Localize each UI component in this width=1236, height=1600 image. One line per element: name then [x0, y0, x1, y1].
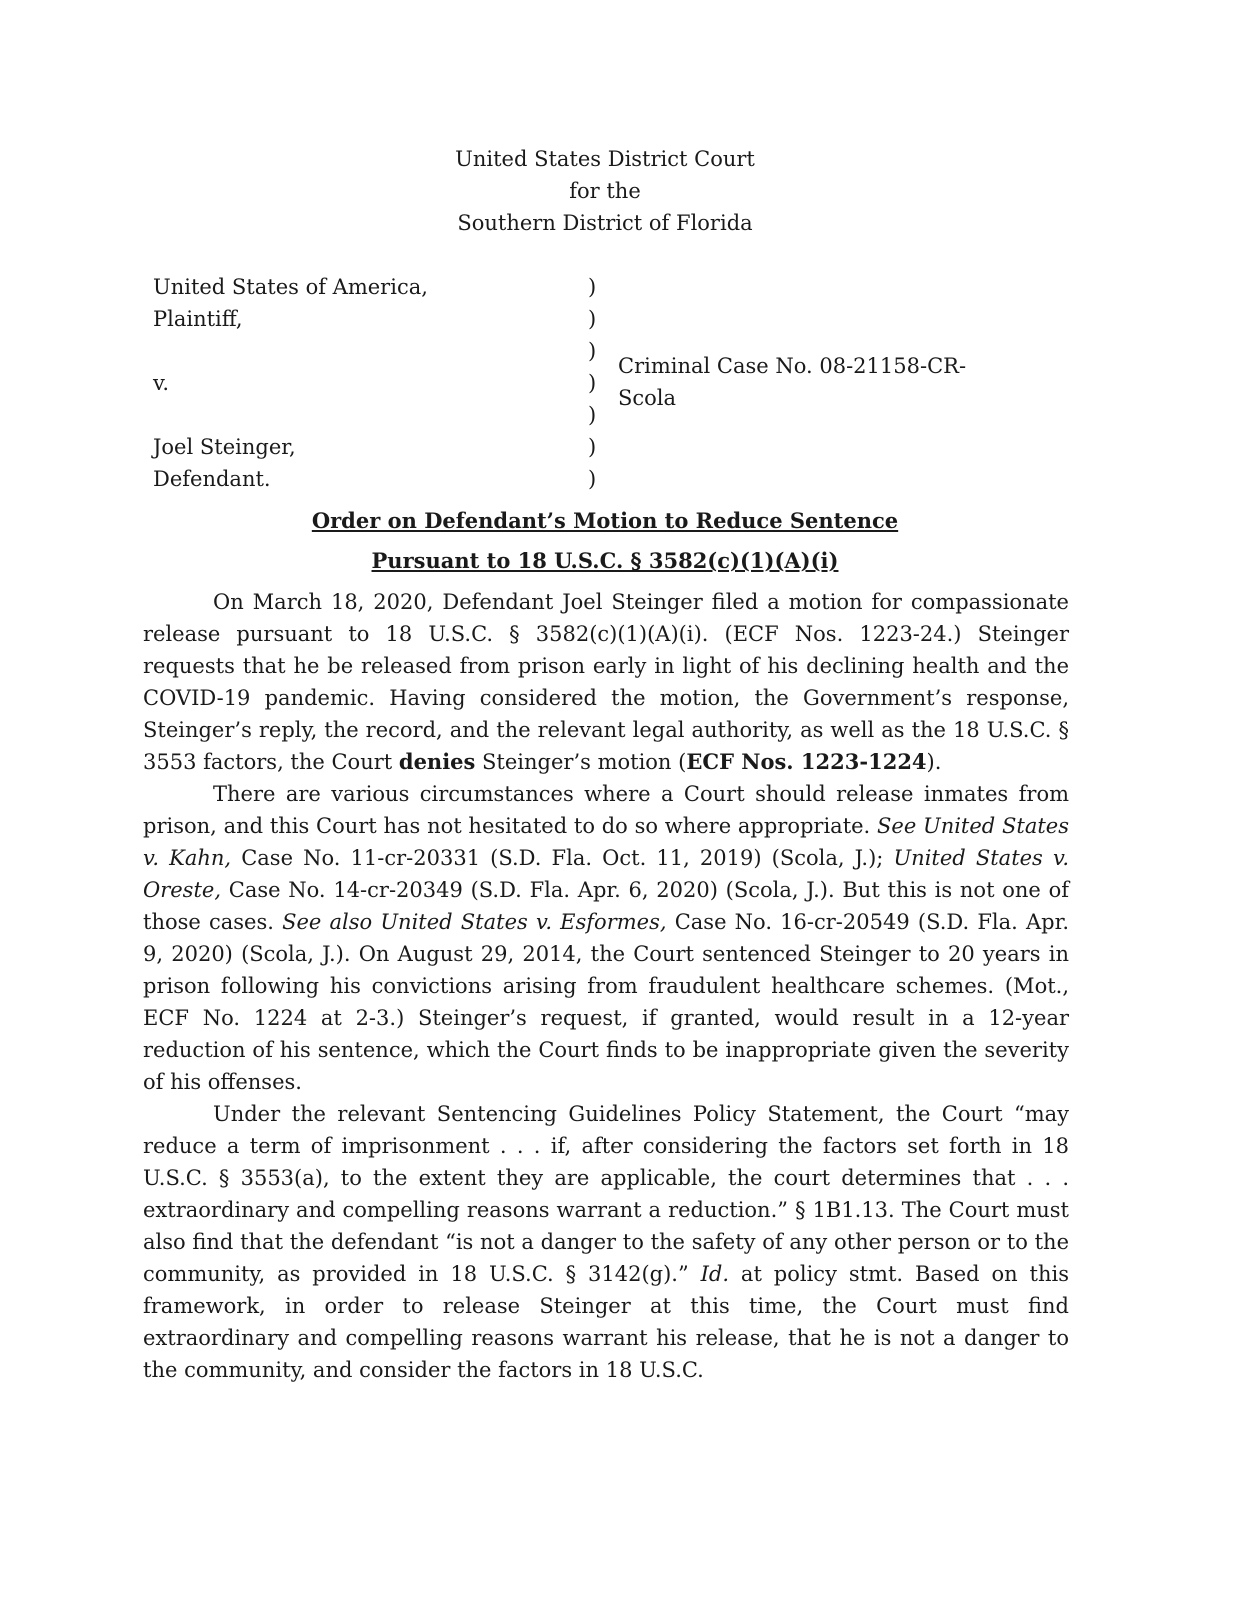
case-number: Criminal Case No. 08-21158-CR- — [618, 354, 967, 378]
caption-parentheses — [588, 271, 596, 495]
bold-text: ECF Nos. 1223-1224 — [686, 749, 927, 774]
paragraph-text: On March 18, 2020, Defendant Joel Steinger filed a motion for compassionate release pursuant to 18 U.S.C. § 3582(c)(1)(A)(i). (ECF Nos. 1223-24.) Steinger requests that he be released from prison early in light of his declining health and the COVID-19 pandemic. Having considered the motion, the Government’s response, Steinger’s reply, the record, and the relevant legal authority, as well as the 18 U.S.C. § 3553 factors, the Court — [143, 590, 1069, 774]
paren: ) — [588, 275, 597, 299]
paragraph — [143, 586, 1069, 778]
paragraph-text: Case No. 16-cr-20549 (S.D. Fla. Apr. 9, 2020) (Scola, J.). On August 29, 2014, the Court sentenced Steinger to 20 years in prison following his convictions arising from fraudulent healthcare schemes. (Mot., ECF No. 1224 at 2-3.) Steinger’s request, if granted, would result in a 12-year reduction of his sentence, which the Court finds to be inappropriate given the severity of his offenses. — [143, 910, 1069, 1094]
court-for-the: for the — [569, 179, 641, 203]
case-number-block — [618, 350, 1018, 414]
court-heading — [0, 143, 1210, 239]
paragraph — [143, 778, 1069, 1098]
paren: ) — [588, 307, 597, 331]
court-district: Southern District of Florida — [457, 211, 753, 235]
order-title: Order on Defendant’s Motion to Reduce Sentence — [311, 508, 899, 533]
paragraph-text: There are various circumstances where a Court should release inmates from prison, and this Court has not hesitated to do so where appropriate. — [143, 782, 1069, 838]
versus: v. — [153, 371, 170, 395]
caption-parties — [153, 271, 428, 495]
paragraph-text: Case No. 11-cr-20331 (S.D. Fla. Oct. 11, 2019) (Scola, J.); — [231, 846, 894, 870]
italic-citation: Id. — [700, 1262, 730, 1286]
paragraph — [143, 1098, 1069, 1386]
italic-citation: United States v. Oreste, — [143, 846, 1069, 902]
paragraph-text: Case No. 14-cr-20349 (S.D. Fla. Apr. 6, 2020) (Scola, J.). But this is not one of those cases. — [143, 878, 1069, 934]
defendant-role: Defendant. — [153, 467, 271, 491]
plaintiff-name: United States of America, — [153, 275, 428, 299]
paragraph-text: Under the relevant Sentencing Guidelines Policy Statement, the Court “may reduce a term of imprisonment . . . if, after considering the factors set forth in 18 U.S.C. § 3553(a), to the extent they are applicable, the court determines that . . . extraordinary and compelling reasons warrant a reduction.” § 1B1.13. The Court must also find that the defendant “is not a danger to the safety of any other person or to the community, as provided in 18 U.S.C. § 3142(g).” — [143, 1102, 1069, 1286]
paren: ) — [588, 371, 597, 395]
defendant-name: Joel Steinger, — [153, 435, 296, 459]
bold-text: denies — [398, 749, 476, 774]
paren: ) — [588, 467, 597, 491]
order-body — [143, 586, 1069, 1386]
paren: ) — [588, 339, 597, 363]
paren: ) — [588, 435, 597, 459]
plaintiff-role: Plaintiff, — [153, 307, 243, 331]
court-name: United States District Court — [455, 147, 755, 171]
paragraph-text: Steinger’s motion ( — [475, 750, 687, 774]
paragraph-text: at policy stmt. Based on this framework, in order to release Steinger at this time, the Court must find extraordinary and compelling reasons warrant his release, that he is not a danger to the community, and consider the factors in 18 U.S.C. — [143, 1262, 1069, 1382]
paragraph-text: ). — [926, 750, 942, 774]
judge-name: Scola — [618, 386, 677, 410]
italic-citation: See also United States v. Esformes, — [282, 910, 667, 934]
paren: ) — [588, 403, 597, 427]
italic-citation: See United States v. Kahn, — [143, 814, 1069, 870]
order-subtitle: Pursuant to 18 U.S.C. § 3582(c)(1)(A)(i) — [371, 548, 839, 573]
